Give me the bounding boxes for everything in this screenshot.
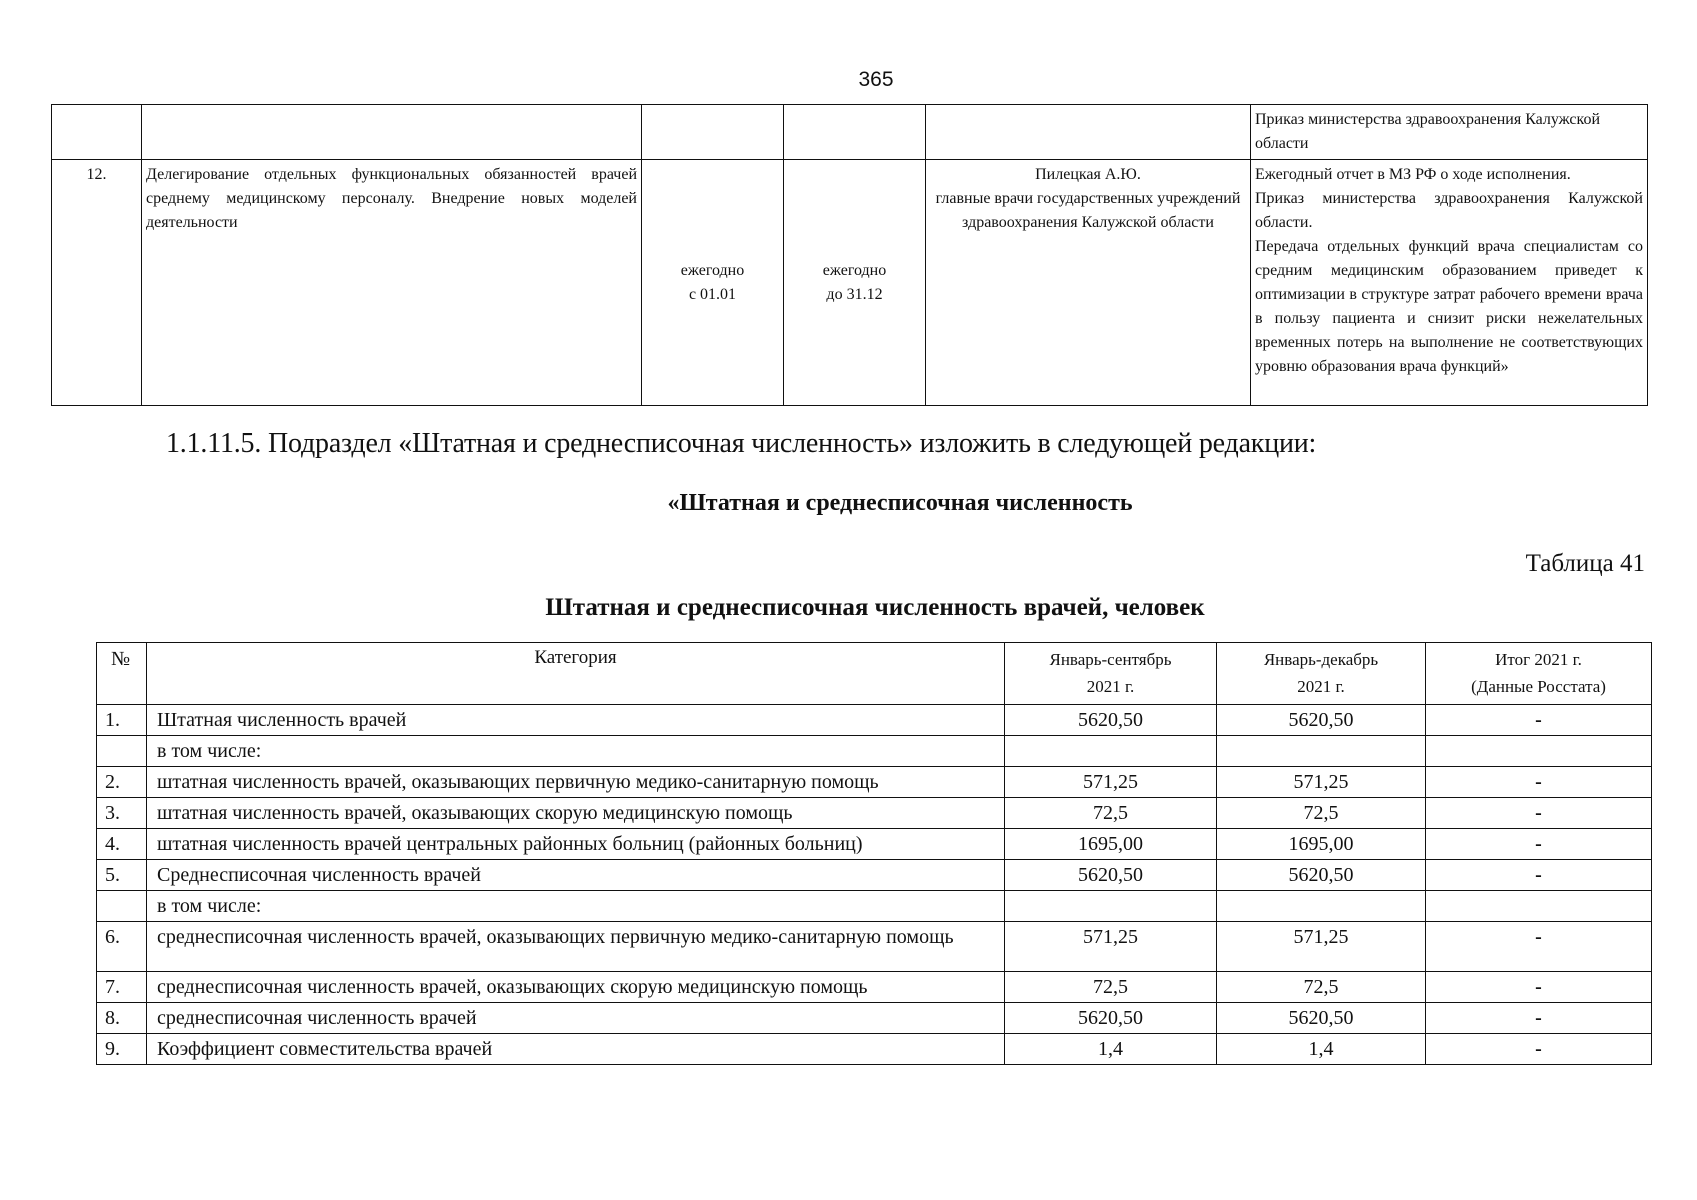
value-jan-sep (1005, 736, 1217, 767)
value-jan-dec: 1695,00 (1217, 829, 1426, 860)
value-total (1426, 736, 1652, 767)
row-number: 2. (97, 767, 147, 798)
row-category: Среднесписочная численность врачей (147, 860, 1005, 891)
row-category: Штатная численность врачей (147, 705, 1005, 736)
table-title: Штатная и среднесписочная численность врачей, человек (545, 594, 1205, 621)
amendment-paragraph: 1.1.11.5. Подраздел «Штатная и среднесписочная численность» изложить в следующей редакции: (166, 428, 1317, 459)
page-number: 365 (858, 68, 894, 91)
value-total: - (1426, 972, 1652, 1003)
value-total: - (1426, 829, 1652, 860)
end-date-line1: ежегодно (822, 261, 887, 279)
value-jan-sep: 1,4 (1005, 1034, 1217, 1065)
start-date (642, 160, 784, 406)
header-number: № (97, 643, 147, 705)
table-row (97, 860, 1652, 891)
header-category: Категория (147, 643, 1005, 705)
section-title: «Штатная и среднесписочная численность (667, 490, 1133, 516)
row-category: штатная численность врачей, оказывающих скорую медицинскую помощь (147, 798, 1005, 829)
header-line: 2021 г. (1297, 677, 1345, 696)
header-line: 2021 г. (1086, 677, 1135, 696)
row-category: среднесписочная численность врачей, оказывающих первичную медико-санитарную помощь (147, 922, 1005, 972)
value-jan-dec: 72,5 (1217, 972, 1426, 1003)
table-row (97, 767, 1652, 798)
value-jan-sep: 72,5 (1005, 798, 1217, 829)
table-row (52, 160, 1648, 406)
result-paragraph: Приказ министерства здравоохранения Калужской области. (1255, 190, 1643, 231)
row-number: 9. (97, 1034, 147, 1065)
table-cell (784, 105, 926, 160)
document-reference: Приказ министерства здравоохранения Калужской области (1255, 111, 1601, 152)
value-total: - (1426, 922, 1652, 972)
table-cell (142, 105, 642, 160)
value-jan-sep: 571,25 (1005, 767, 1217, 798)
value-jan-dec (1217, 891, 1426, 922)
value-jan-dec: 571,25 (1217, 767, 1426, 798)
row-category: в том числе: (147, 891, 1005, 922)
expected-result (1251, 160, 1648, 406)
table-row (97, 972, 1652, 1003)
value-jan-dec: 5620,50 (1217, 705, 1426, 736)
row-number: 1. (97, 705, 147, 736)
result-paragraph: Передача отдельных функций врача специалистам со средним медицинским образованием приведет к оптимизации в структуре затрат рабочего времени врача в пользу пациента и снизит риски нежелательных временных потерь на выполнение не соответствующих уровню образования врача функций» (1255, 238, 1643, 375)
header-jan-dec (1217, 643, 1426, 705)
value-jan-dec: 1,4 (1217, 1034, 1426, 1065)
row-category: штатная численность врачей, оказывающих первичную медико-санитарную помощь (147, 767, 1005, 798)
responsible-organizations: главные врачи государственных учреждений здравоохранения Калужской области (935, 190, 1241, 231)
table-row (97, 922, 1652, 972)
table-row (97, 1003, 1652, 1034)
table-cell (52, 105, 142, 160)
end-date (784, 160, 926, 406)
table-caption: Таблица 41 (1525, 550, 1645, 577)
table-row (97, 829, 1652, 860)
row-category: в том числе: (147, 736, 1005, 767)
row-number (97, 736, 147, 767)
value-total: - (1426, 767, 1652, 798)
row-category: среднесписочная численность врачей, оказывающих скорую медицинскую помощь (147, 972, 1005, 1003)
row-category: Коэффициент совместительства врачей (147, 1034, 1005, 1065)
header-line: Январь-сентябрь (1049, 650, 1172, 669)
table-cell (642, 105, 784, 160)
value-total: - (1426, 1003, 1652, 1034)
value-total (1426, 891, 1652, 922)
staffing-table (96, 642, 1652, 1065)
value-jan-dec: 5620,50 (1217, 1003, 1426, 1034)
responsible (926, 160, 1251, 406)
value-jan-sep: 1695,00 (1005, 829, 1217, 860)
value-jan-sep: 571,25 (1005, 922, 1217, 972)
table-row (97, 1034, 1652, 1065)
value-total: - (1426, 1034, 1652, 1065)
value-jan-sep: 5620,50 (1005, 705, 1217, 736)
value-jan-dec: 571,25 (1217, 922, 1426, 972)
row-number: 12. (52, 160, 142, 406)
value-total: - (1426, 705, 1652, 736)
row-number: 3. (97, 798, 147, 829)
end-date-line2: до 31.12 (826, 285, 883, 303)
table-row (97, 736, 1652, 767)
row-number: 4. (97, 829, 147, 860)
header-total (1426, 643, 1652, 705)
value-jan-dec: 5620,50 (1217, 860, 1426, 891)
row-category: среднесписочная численность врачей (147, 1003, 1005, 1034)
header-line: (Данные Росстата) (1471, 677, 1606, 696)
row-number: 7. (97, 972, 147, 1003)
start-date-line2: с 01.01 (688, 285, 737, 303)
row-number (97, 891, 147, 922)
value-total: - (1426, 860, 1652, 891)
header-line: Январь-декабрь (1263, 650, 1379, 669)
start-date-line1: ежегодно (680, 261, 745, 279)
value-jan-dec: 72,5 (1217, 798, 1426, 829)
table-row (97, 891, 1652, 922)
value-jan-sep: 5620,50 (1005, 860, 1217, 891)
table-cell (926, 105, 1251, 160)
table-cell (1251, 105, 1648, 160)
row-category: штатная численность врачей центральных районных больниц (районных больниц) (147, 829, 1005, 860)
table-header-row (97, 643, 1652, 705)
row-number: 6. (97, 922, 147, 972)
header-jan-sep (1005, 643, 1217, 705)
value-jan-dec (1217, 736, 1426, 767)
responsible-person: Пилецкая А.Ю. (1035, 166, 1141, 183)
measure-description: Делегирование отдельных функциональных обязанностей врачей среднему медицинскому персоналу. Внедрение новых моделей деятельности (142, 160, 642, 406)
measures-table-continuation (51, 104, 1648, 406)
value-total: - (1426, 798, 1652, 829)
table-row (97, 798, 1652, 829)
result-paragraph: Ежегодный отчет в МЗ РФ о ходе исполнения. (1255, 166, 1571, 183)
value-jan-sep (1005, 891, 1217, 922)
row-number: 5. (97, 860, 147, 891)
table-row (97, 705, 1652, 736)
header-line: Итог 2021 г. (1495, 650, 1582, 669)
value-jan-sep: 72,5 (1005, 972, 1217, 1003)
table-row (52, 105, 1648, 160)
value-jan-sep: 5620,50 (1005, 1003, 1217, 1034)
row-number: 8. (97, 1003, 147, 1034)
